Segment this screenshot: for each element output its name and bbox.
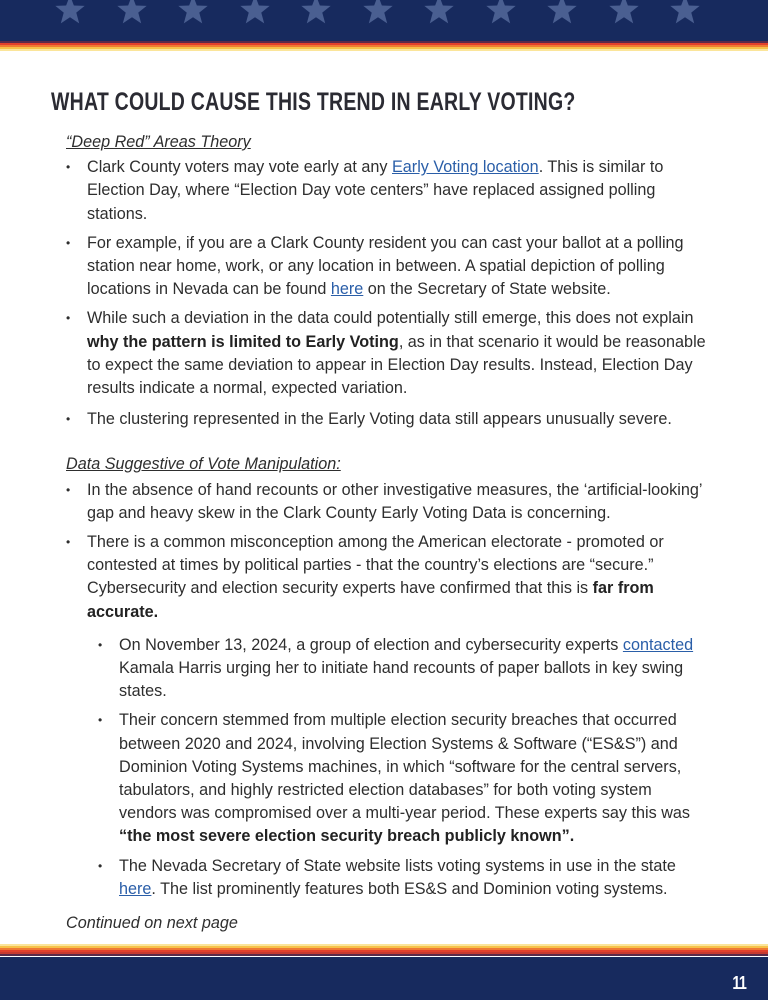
list-item: • There is a common misconception among the American electorate - promoted or contested at times by political parties - that the country’s elections are “secure.” Cybersecurity and election security experts have confirmed that this is far from accurate. • On November 13, 2024, a group of election and cybersecurity experts contacted Kamala Harris urging her to initiate hand recounts of paper ballots in key swing states. • Their concern stemmed from multiple election security breaches that occurred between 2020 and 2024, involving Election Systems & Software (“ES&S”) and Dominion Voting Systems machines, in which “software for the central servers, tabulators, and highly restricted election databases” for both voting system vendors was compromised over a multi-year period. These experts say this was “the most severe election security breach publicly known”. • The Nevada Secretary of State website lists voting systems in use in the state here. The list prominently features both ES&S and Dominion voting systems. (66, 531, 706, 901)
bullet-icon: • (98, 713, 103, 728)
contacted-link[interactable]: contacted (622, 635, 694, 654)
page-title: WHAT COULD CAUSE THIS TREND IN EARLY VOTING? (51, 88, 576, 116)
bullet-icon: • (66, 311, 71, 326)
section-heading-vote-manipulation: Data Suggestive of Vote Manipulation: (66, 455, 341, 474)
header-banner (0, 0, 768, 41)
list-item: • In the absence of hand recounts or other investigative measures, the ‘artificial-looking’ gap and heavy skew in the Clark County Early Voting Data is concerning. (66, 480, 702, 522)
star-icon (300, 0, 332, 26)
manipulation-bullet-list (66, 479, 706, 901)
document-body (66, 131, 706, 901)
star-icon (54, 0, 86, 26)
star-icon (239, 0, 271, 26)
star-icon (485, 0, 517, 26)
page-number: 11 (732, 973, 746, 993)
star-icon (669, 0, 701, 26)
star-icon (177, 0, 209, 26)
section-heading-deep-red: “Deep Red” Areas Theory (66, 133, 251, 151)
header-stripes (0, 41, 768, 51)
bullet-icon: • (66, 535, 71, 550)
voting-systems-here-link[interactable]: here (119, 879, 152, 898)
footer-stripes (0, 944, 768, 956)
deep-red-bullet-list (66, 156, 706, 431)
bullet-icon: • (66, 482, 71, 497)
star-icon (116, 0, 148, 26)
sub-bullet-list (98, 634, 706, 901)
star-icon (423, 0, 455, 26)
star-icon (362, 0, 394, 26)
continued-note: Continued on next page (66, 914, 238, 932)
star-icon (608, 0, 640, 26)
list-item: • The clustering represented in the Early Voting data still appears unusually severe. (66, 408, 706, 431)
bullet-icon: • (66, 235, 71, 250)
list-item: • For example, if you are a Clark County resident you can cast your ballot at a polling station near home, work, or any location in between. A spatial depiction of polling locations in Nevada can be found here on the Secretary of State website. (66, 233, 684, 299)
bullet-icon: • (66, 412, 71, 427)
star-icon (546, 0, 578, 26)
list-item: • While such a deviation in the data could potentially still emerge, this does not explain why the pattern is limited to Early Voting, as in that scenario it would be reasonable to expect the same deviation to appear in Election Day results. Instead, Election Day results indicate a normal, expected variation. (66, 309, 706, 398)
bullet-icon: • (66, 160, 71, 175)
polling-locations-here-link[interactable]: here (330, 280, 364, 299)
bullet-icon: • (98, 858, 103, 873)
list-item: • Clark County voters may vote early at any Early Voting location. This is similar to Election Day, where “Election Day vote centers” have replaced assigned polling stations. (66, 158, 664, 223)
list-item: • The Nevada Secretary of State website lists voting systems in use in the state here. The list prominently features both ES&S and Dominion voting systems. (98, 856, 676, 898)
footer-banner (0, 957, 768, 1000)
list-item: • On November 13, 2024, a group of election and cybersecurity experts contacted Kamala Harris urging her to initiate hand recounts of paper ballots in key swing states. (98, 635, 694, 701)
list-item: • Their concern stemmed from multiple election security breaches that occurred between 2020 and 2024, involving Election Systems & Software (“ES&S”) and Dominion Voting Systems machines, in which “software for the central servers, tabulators, and highly restricted election databases” for both voting system vendors was compromised over a multi-year period. These experts say this was “the most severe election security breach publicly known”. (98, 711, 690, 846)
bullet-icon: • (98, 637, 103, 652)
early-voting-location-link[interactable]: Early Voting location (392, 158, 539, 177)
